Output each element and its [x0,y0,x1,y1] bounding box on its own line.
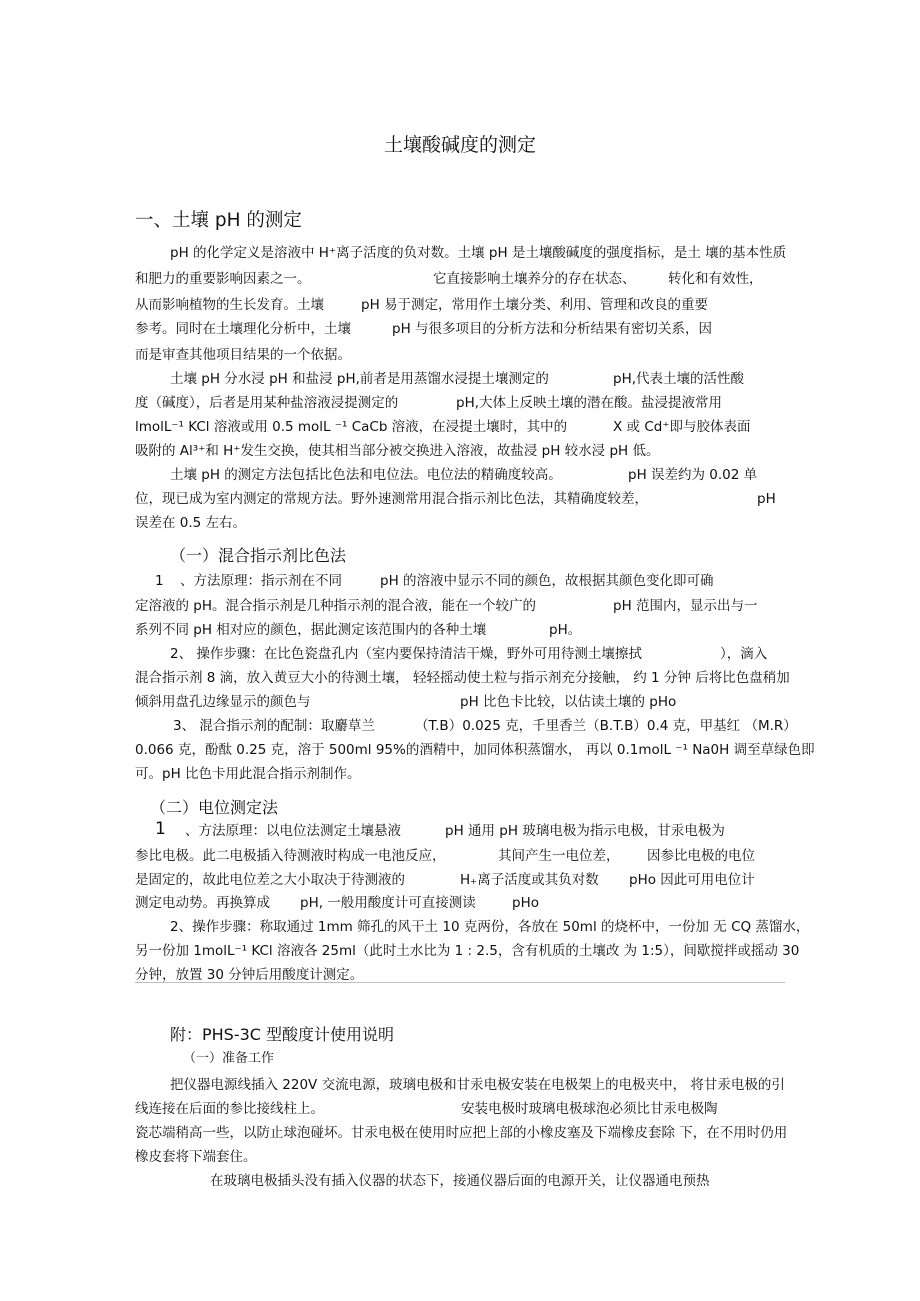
paragraph-line: 橡皮套将下端套住。 [135,1149,257,1165]
paragraph-line: 度（碱度），后者是用某种盐溶液浸提测定的 [135,395,399,411]
paragraph-line: 测定电动势。再换算成 [135,895,270,911]
paragraph-line: pH 的化学定义是溶液中 H⁺离子活度的负对数。土壤 pH 是土壤酸碱度的强度指标，是土 壤的基本性质 [170,245,787,261]
paragraph-line: （T.B）0.025 克，千里香兰（B.T.B）0.4 克，甲基红 （M.R） [415,718,797,734]
paragraph-line: pH。 [549,622,582,638]
paragraph-line: pH 通用 pH 玻璃电极为指示电极，甘汞电极为 [445,823,725,839]
paragraph-line: pH 比色卡比较，以估读土壤的 pHo [460,694,677,710]
paragraph-line: 参比电极。此二电极插入待测液时构成一电池反应， [135,848,446,864]
paragraph-line: 因参比电极的电位 [647,848,755,864]
list-number: 1 [155,819,166,839]
paragraph-line: pH,代表土壤的活性酸 [613,371,745,387]
paragraph-line: 是固定的，故此电位差之大小取决于待测液的 [135,872,405,888]
paragraph-line: 倾斜用盘孔边缘显示的颜色与 [135,694,311,710]
paragraph-line: pH 范围内，显示出与一 [613,598,758,614]
paragraph-line: 线连接在后面的参比接线柱上。 [135,1101,324,1117]
paragraph-line: 吸附的 Al³⁺和 H⁺发生交换，使其相当部分被交换进入溶液，故盐浸 pH 较水浸 pH 低。 [135,443,660,459]
paragraph-line: lmolL⁻¹ KCl 溶液或用 0.5 molL ⁻¹ CaCb 溶液，在浸提土壤时，其中的 [135,419,568,435]
paragraph-line: 参考。同时在土壤理化分析中，土壤 [135,321,351,337]
paragraph-line: ），滴入 [720,646,768,662]
paragraph-line: 2、操作步骤：称取通过 1mm 筛孔的风干土 10 克两份，各放在 50ml 的烧杯中，一份加 无 CQ 蒸馏水， [170,919,810,935]
paragraph-line: 系列不同 pH 相对应的颜色，据此测定该范围内的各种土壤 [135,622,487,638]
paragraph-line: pH 与很多项目的分析方法和分析结果有密切关系，因 [392,321,713,337]
paragraph-line: 2、 操作步骤：在比色瓷盘孔内（室内要保持清洁干燥，野外可用待测土壤擦拭 [170,646,642,662]
paragraph-line: 和肥力的重要影响因素之一。 [135,271,311,287]
paragraph-line: 瓷芯端稍高一些，以防止球泡碰坏。甘汞电极在使用时应把上部的小橡皮塞及下端橡皮套除 下，在不用时仍用 [135,1125,788,1141]
paragraph-line: 位，现已成为室内测定的常规方法。野外速测常用混合指示剂比色法，其精确度较差， [135,491,648,507]
paragraph-line: pH, 一般用酸度计可直接测读 [300,895,476,911]
appendix-subheading: （一）准备工作 [183,1051,275,1066]
subsection-heading-potentiometric: （二）电位测定法 [150,798,279,817]
paragraph-line: pH,大体上反映土壤的潜在酸。盐浸提液常用 [456,395,723,411]
subsection-heading-colorimetric: （一）混合指示剂比色法 [170,546,347,565]
section-heading-ph: 一、土壤 pH 的测定 [135,210,302,231]
paragraph-line: 0.066 克，酚酞 0.25 克，溶于 500ml 95%的酒精中，加同体积蒸馏水， 再以 0.1molL ⁻¹ Na0H 调至草绿色即 [135,742,815,758]
paragraph-line: 可。pH 比色卡用此混合指示剂制作。 [135,766,361,782]
paragraph-line: pH 易于测定，常用作土壤分类、利用、管理和改良的重要 [361,297,709,313]
paragraph-line: 而是审查其他项目结果的一个依据。 [135,347,351,363]
section-divider [135,982,785,983]
paragraph-line: 分钟，放置 30 分钟后用酸度计测定。 [135,967,364,983]
paragraph-line: 、方法原理：以电位法测定土壤悬液 [185,823,401,839]
paragraph-line: 误差在 0.5 左右。 [135,515,247,531]
paragraph-line: H₊离子活度或其负对数 [460,872,599,888]
paragraph-line: 、方法原理：指示剂在不同 [180,573,342,589]
paragraph-line: 另一份加 1molL⁻¹ KCl 溶液各 25ml（此时土水比为 1 : 2.5，含有机质的土壤改 为 1:5），间歇搅拌或摇动 30 [135,943,800,959]
paragraph-line: 3、 混合指示剂的配制：取麝草兰 [173,718,375,734]
paragraph-line: 把仪器电源线插入 220V 交流电源，玻璃电极和甘汞电极安装在电极架上的电极夹中， 将甘汞电极的引 [170,1077,785,1093]
paragraph-line: pHo 因此可用电位计 [629,872,755,888]
paragraph-line: 从而影响植物的生长发育。土壤 [135,297,324,313]
paragraph-line: 土壤 pH 的测定方法包括比色法和电位法。电位法的精确度较高。 [170,467,562,483]
paragraph-line: 定溶液的 pH。混合指示剂是几种指示剂的混合液，能在一个较广的 [135,598,537,614]
paragraph-line: pHo [512,895,539,911]
paragraph-line: X 或 Cd⁺即与胶体表面 [613,419,751,435]
paragraph-line: 它直接影响土壤养分的存在状态、 [433,271,636,287]
paragraph-line: 在玻璃电极插头没有插入仪器的状态下，接通仪器后面的电源开关，让仪器通电预热 [210,1173,710,1189]
paragraph-line: 混合指示剂 8 滴，放入黄豆大小的待测土壤， 轻轻摇动使土粒与指示剂充分接触， 约 1 分钟 后将比色盘稍加 [135,670,790,686]
paragraph-line: pH [757,491,776,507]
paragraph-line: 其间产生一电位差， [498,848,620,864]
appendix-heading: 附：PHS-3C 型酸度计使用说明 [170,1025,395,1044]
paragraph-line: pH 误差约为 0.02 单 [628,467,758,483]
list-number: 1 [155,573,164,589]
paragraph-line: 转化和有效性， [668,271,763,287]
page-title: 土壤酸碱度的测定 [383,134,536,156]
paragraph-line: 安装电极时玻璃电极球泡必须比甘汞电极陶 [461,1101,718,1117]
paragraph-line: 土壤 pH 分水浸 pH 和盐浸 pH,前者是用蒸馏水浸提土壤测定的 [170,371,549,387]
paragraph-line: pH 的溶液中显示不同的颜色，故根据其颜色变化即可确 [380,573,714,589]
